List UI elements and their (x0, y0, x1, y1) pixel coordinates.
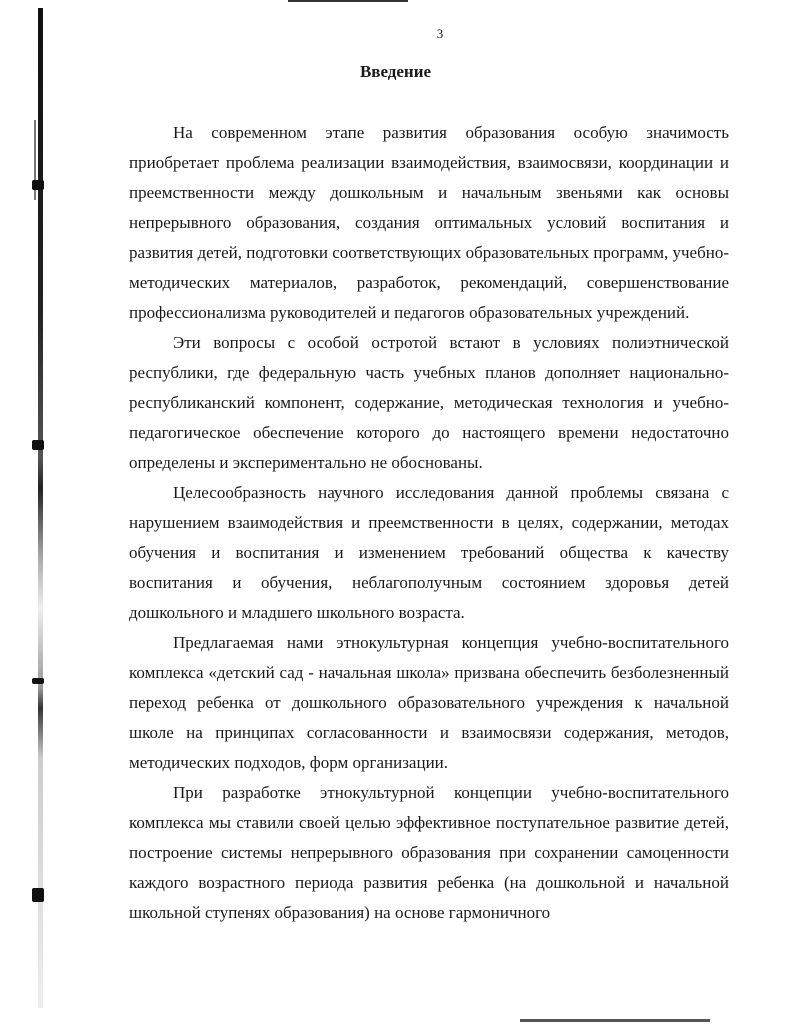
scan-mark (32, 180, 44, 190)
paragraph: Целесообразность научного исследования данной проблемы связана с нарушением взаимодействия и преемственности в целях, содержании, методах обучения и воспитания и изменением требований общества к качеству воспитания и обучения, неблагополучным состоянием здоровья детей дошкольного и младшего школьного возраста. (129, 483, 729, 622)
scan-top-line (288, 0, 408, 2)
body-text (129, 118, 729, 928)
paragraph: При разработке этнокультурной концепции учебно-воспитательного комплекса мы ставили своей целью эффективное поступательное развитие детей, построение системы непрерывного образования при сохранении самоценности каждого возрастного периода развития ребенка (на дошкольной и начальной школьной ступенях образования) на основе гармоничного (129, 783, 729, 922)
scan-mark (32, 888, 44, 902)
scan-mark (32, 440, 44, 450)
scan-binding-edge (38, 8, 43, 1008)
scan-mark (32, 678, 44, 684)
page-title: Введение (359, 62, 432, 81)
page-number: 3 (436, 26, 444, 41)
paragraph: На современном этапе развития образования особую значимость приобретает проблема реализации взаимодействия, взаимосвязи, координации и преемственности между дошкольным и начальным звеньями как основы непрерывного образования, создания оптимальных условий воспитания и развития детей, подготовки соответствующих образовательных программ, учебно-методических материалов, разработок, рекомендаций, совершенствование профессионализма руководителей и педагогов образовательных учреждений. (129, 123, 729, 322)
paragraph: Предлагаемая нами этнокультурная концепция учебно-воспитательного комплекса «детский сад - начальная школа» призвана обеспечить безболезненный переход ребенка от дошкольного образовательного учреждения к начальной школе на принципах согласованности и взаимосвязи содержания, методов, методических подходов, форм организации. (129, 633, 729, 772)
scan-bottom-line (520, 1019, 710, 1022)
paragraph: Эти вопросы с особой остротой встают в условиях полиэтнической республики, где федеральную часть учебных планов дополняет национально-республиканский компонент, содержание, методическая технология и учебно-педагогическое обеспечение которого до настоящего времени недостаточно определены и экспериментально не обоснованы. (129, 333, 729, 472)
